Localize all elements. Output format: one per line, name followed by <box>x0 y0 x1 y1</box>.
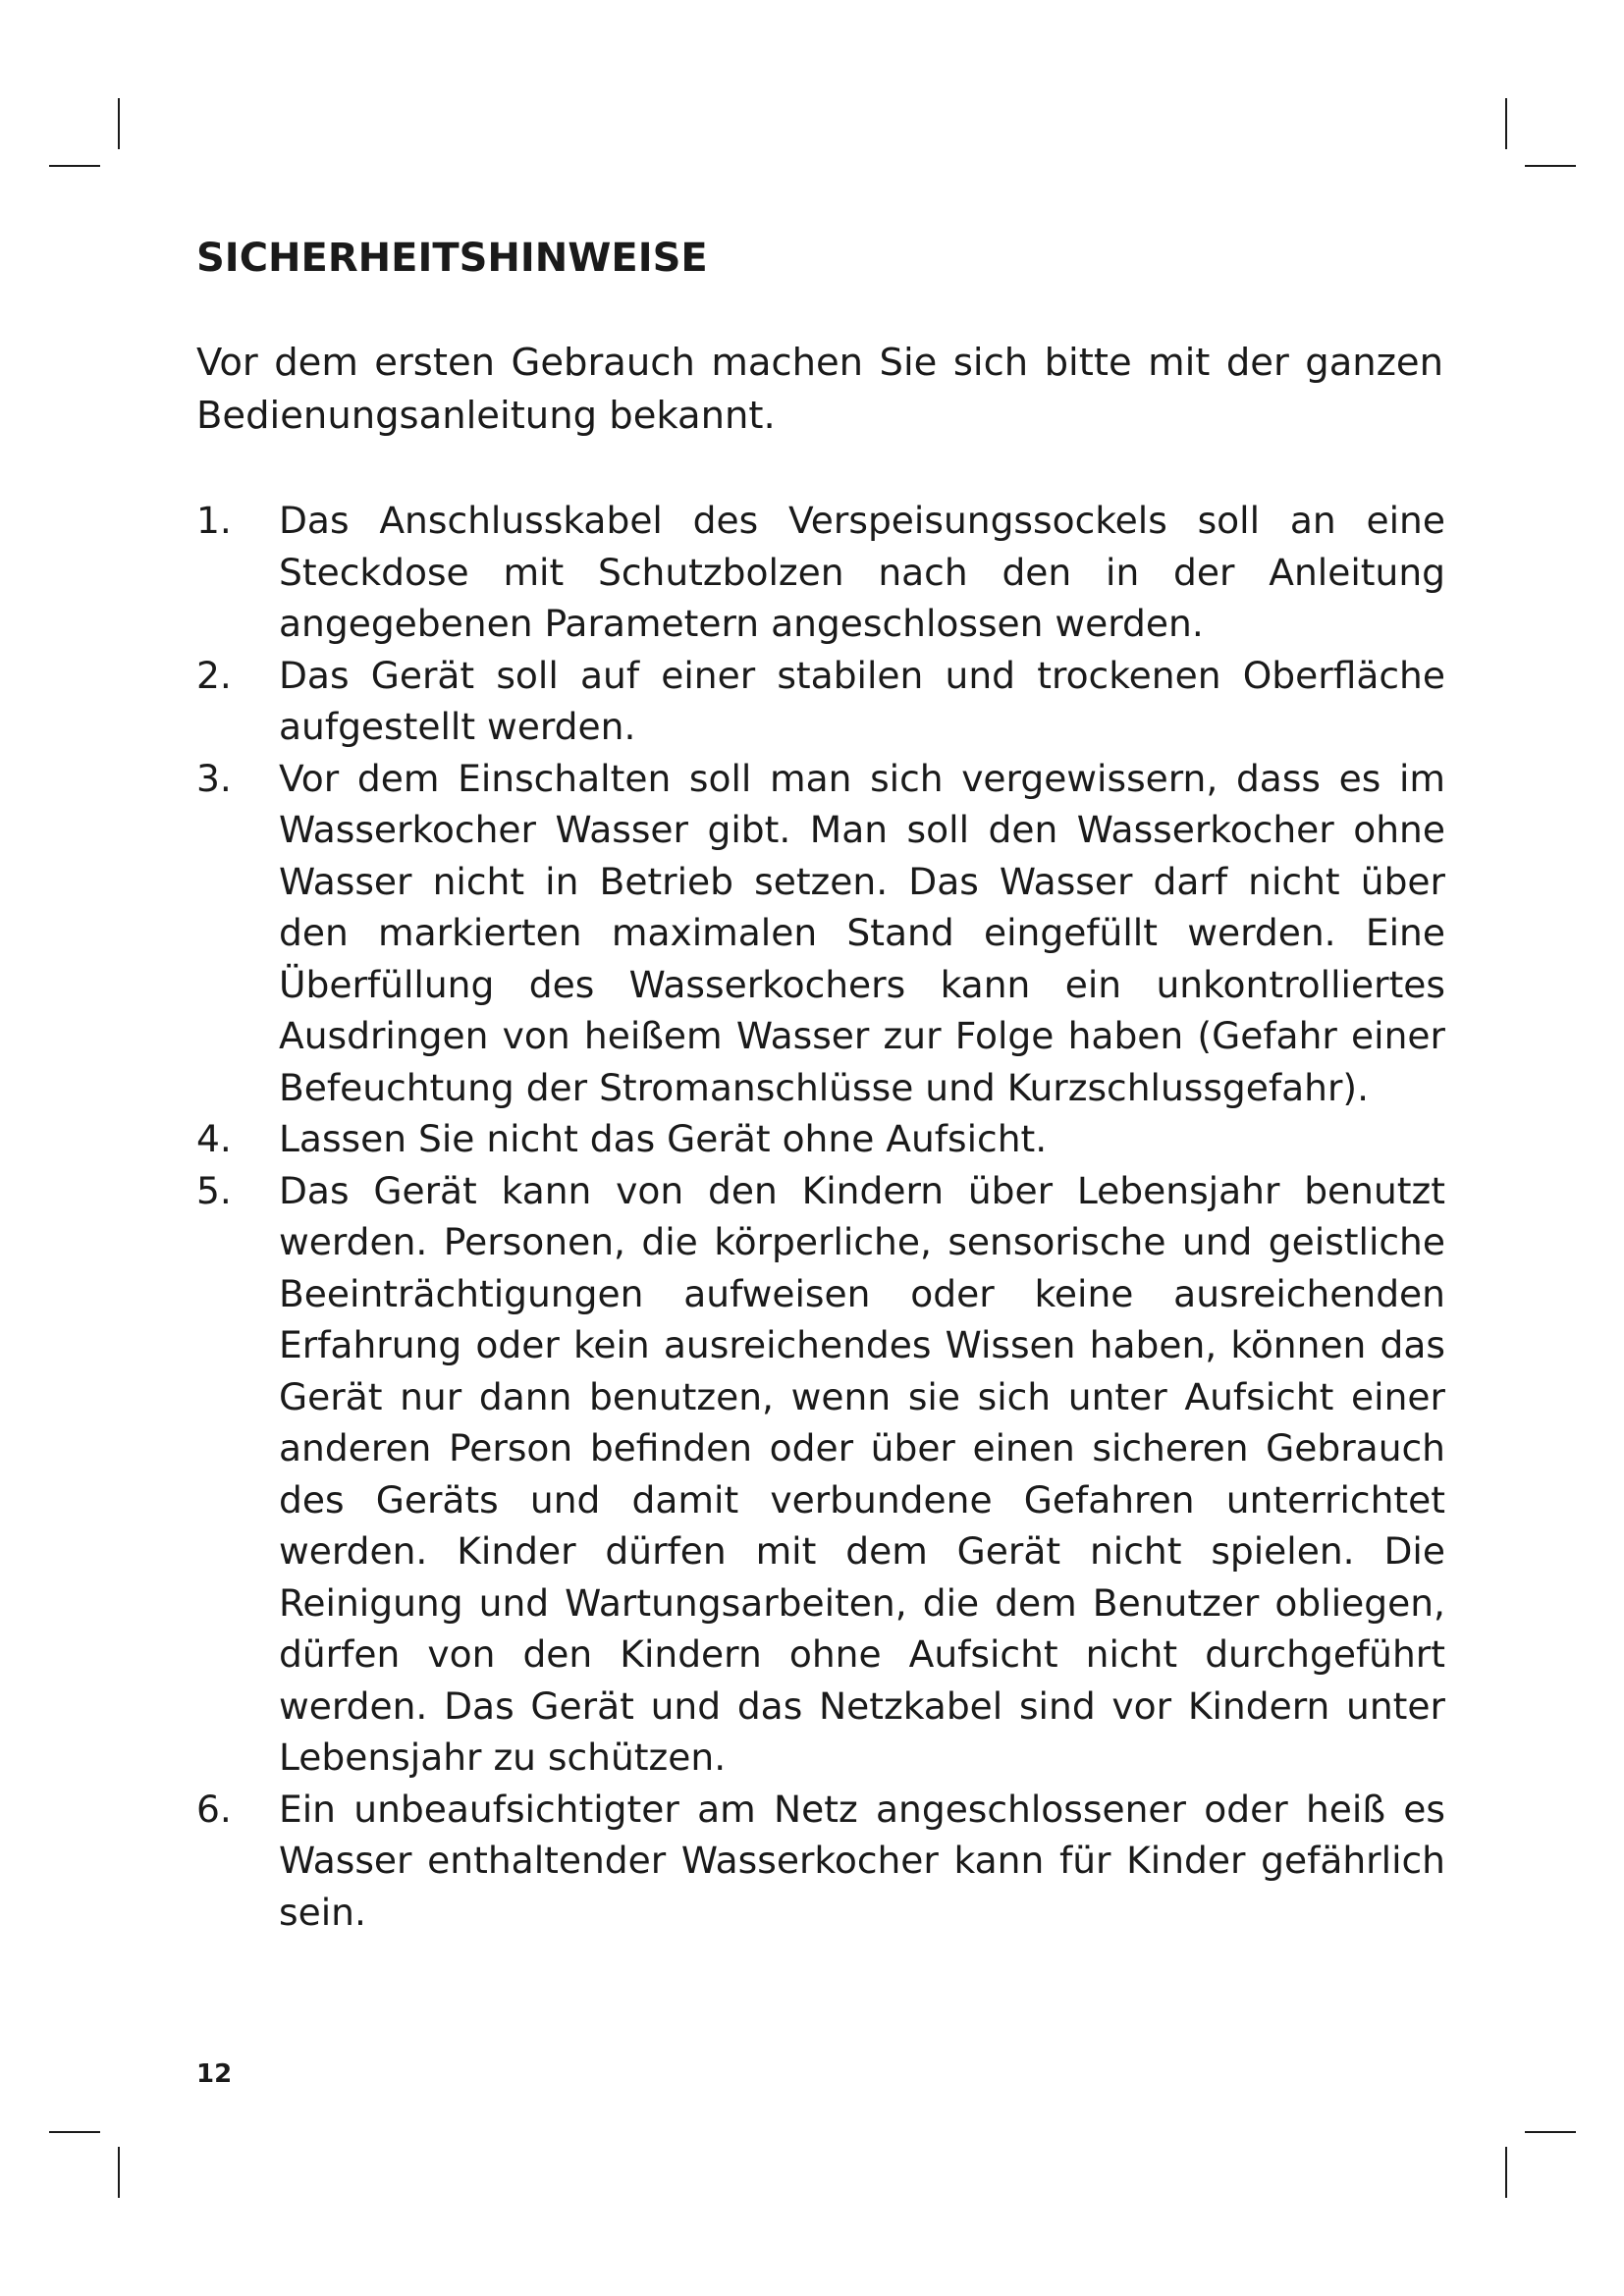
list-item-number: 3. <box>196 756 232 800</box>
list-item <box>196 495 1445 650</box>
list-item <box>196 1113 1445 1165</box>
crop-mark-top-right-horizontal <box>1525 165 1576 167</box>
crop-mark-top-right-vertical <box>1505 98 1507 149</box>
list-item-text: Das Gerät soll auf einer stabilen und trockenen Oberfläche aufgestellt werden. <box>279 653 1445 748</box>
crop-mark-bottom-left-vertical <box>118 2147 120 2198</box>
list-item <box>196 1165 1445 1784</box>
page-title: SICHERHEITSHINWEISE <box>196 236 708 281</box>
safety-instructions-list <box>196 495 1445 1938</box>
crop-mark-bottom-right-vertical <box>1505 2147 1507 2198</box>
list-item-number: 4. <box>196 1117 232 1160</box>
list-item <box>196 650 1445 753</box>
crop-mark-top-left-vertical <box>118 98 120 149</box>
list-item-text: Ein unbeaufsichtigter am Netz angeschlossener oder heiß es Wasser enthaltender Wasserkocher kann für Kinder gefährlich sein. <box>279 1787 1445 1934</box>
list-item <box>196 753 1445 1114</box>
list-item-number: 5. <box>196 1168 232 1212</box>
list-item-number: 1. <box>196 499 232 542</box>
list-item-text: Das Anschlusskabel des Verspeisungssockels soll an eine Steckdose mit Schutzbolzen nach den in der Anleitung angegebenen Parametern angeschlossen werden. <box>279 499 1445 645</box>
list-item <box>196 1784 1445 1939</box>
list-item-number: 6. <box>196 1787 232 1831</box>
crop-mark-bottom-left-horizontal <box>49 2131 100 2133</box>
intro-paragraph: Vor dem ersten Gebrauch machen Sie sich bitte mit der ganzen Bedienungsanleitung bekannt. <box>196 341 1443 438</box>
list-item-text: Lassen Sie nicht das Gerät ohne Aufsicht. <box>279 1117 1048 1160</box>
list-item-text: Vor dem Einschalten soll man sich vergewissern, dass es im Wasserkocher Wasser gibt. Man soll den Wasserkocher ohne Wasser nicht in Betrieb setzen. Das Wasser darf nicht über den markierten maximalen Stand eingefüllt werden. Eine Überfüllung des Wasserkochers kann ein unkontrolliertes Ausdringen von heißem Wasser zur Folge haben (Gefahr einer Befeuchtung der Stromanschlüsse und Kurzschlussgefahr). <box>279 756 1445 1109</box>
crop-mark-bottom-right-horizontal <box>1525 2131 1576 2133</box>
page-number: 12 <box>196 2059 233 2089</box>
crop-mark-top-left-horizontal <box>49 165 100 167</box>
list-item-number: 2. <box>196 653 232 697</box>
list-item-text: Das Gerät kann von den Kindern über Lebensjahr benutzt werden. Personen, die körperliche, sensorische und geistliche Beeinträchtigungen aufweisen oder keine ausreichenden Erfahrung oder kein ausreichendes Wissen haben, können das Gerät nur dann benutzen, wenn sie sich unter Aufsicht einer anderen Person befinden oder über einen sicheren Gebrauch des Geräts und damit verbundene Gefahren unterrichtet werden. Kinder dürfen mit dem Gerät nicht spielen. Die Reinigung und Wartungsarbeiten, die dem Benutzer obliegen, dürfen von den Kindern ohne Aufsicht nicht durchgeführt werden. Das Gerät und das Netzkabel sind vor Kindern unter Lebensjahr zu schützen. <box>279 1168 1445 1779</box>
